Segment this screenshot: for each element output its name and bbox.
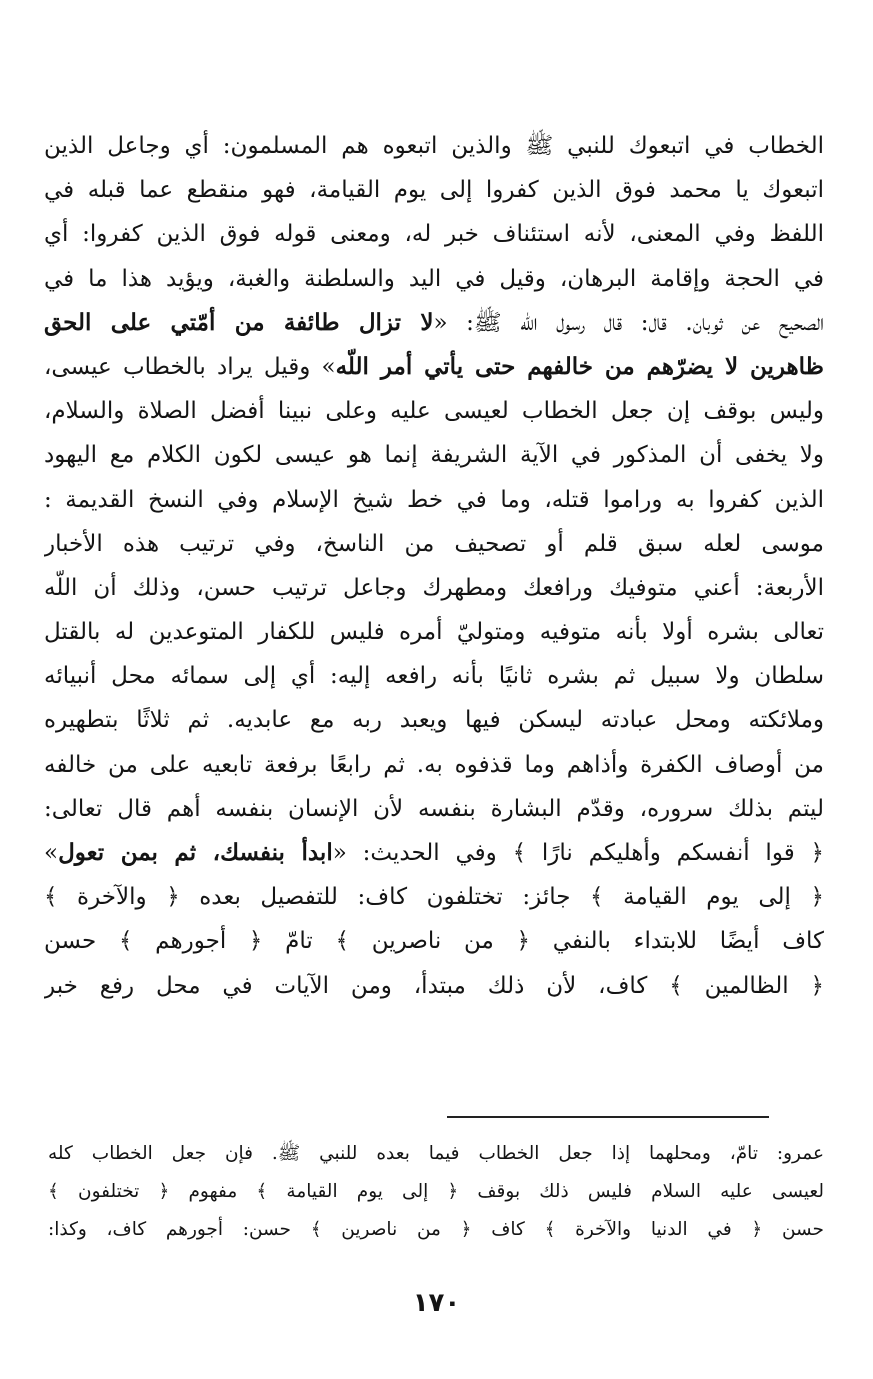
text-segment: الذين كفروا به وراموا قتله، وما في خط شيخ الإسلام وفي النسخ القديمة : [44,486,824,513]
footnote-line: عمرو: تامّ، ومحلهما إذا جعل الخطاب فيما بعده للنبي ﷺ. فإن جعل الخطاب كله [48,1143,824,1164]
text-line [44,212,824,256]
text-line [44,301,824,345]
text-segment: » وقيل يراد بالخطاب عيسى، [44,353,336,380]
text-segment: وملائكته ومحل عبادته ليسكن فيها ويعبد ربه مع عابديه. ثم ثلاثًا بتطهيره [44,707,824,734]
footnote-divider [447,1116,769,1118]
text-line [44,787,824,831]
text-line [44,389,824,433]
text-line [44,168,824,212]
footnote-line: حسن ﴿ في الدنيا والآخرة ﴾ كاف ﴿ من ناصرين ﴾ حسن: أجورهم كاف، وكذا: [48,1219,824,1240]
text-segment: » [44,840,59,866]
main-text-block [44,124,824,1008]
text-segment: ليتم بذلك سروره، وقدّم البشارة بنفسه لأن الإنسان بنفسه أهم قال تعالى: [44,795,824,822]
text-line [44,124,824,168]
text-segment: كاف أيضًا للابتداء بالنفي ﴿ من ناصرين ﴾ تامّ ﴿ أجورهم ﴾ حسن [44,928,824,955]
text-segment: تعالى بشره أولا بأنه متوفيه ومتوليّ أمره فليس للكفار المتوعدين له بالقتل [44,619,824,646]
text-segment: الأربعة: أعني متوفيك ورافعك ومطهرك وجاعل ترتيب حسن، وذلك أن اللّه [44,574,824,601]
hadith-quote: ابدأ بنفسك، ثم بمن تعول [58,839,333,866]
text-segment: ﴿ الظالمين ﴾ كاف، لأن ذلك مبتدأ، ومن الآيات في محل رفع خبر [44,972,824,999]
footnote-line: لعيسى عليه السلام فليس ذلك بوقف ﴿ إلى يوم القيامة ﴾ مفهوم ﴿ تختلفون ﴾ [48,1181,824,1202]
text-line [44,964,824,1008]
text-segment: الخطاب في اتبعوك للنبي ﷺ والذين اتبعوه هم المسلمون: أي وجاعل الذين [44,133,824,159]
text-line [44,654,824,698]
text-line [44,433,824,477]
footnote-block [48,1135,824,1249]
text-segment: ولا يخفى أن المذكور في الآية الشريفة إنما هو عيسى لكون الكلام مع اليهود [44,442,824,469]
text-segment: وليس بوقف إن جعل الخطاب لعيسى عليه وعلى نبينا أفضل الصلاة والسلام، [44,398,824,425]
text-line [44,743,824,787]
text-line [44,919,824,963]
text-segment: من أوصاف الكفرة وأذاهم وما قذفوه به. ثم رابعًا برفعة تابعيه على من خالفه [44,751,824,778]
hadith-quote: لا تزال طائفة من أمّتي على الحق [44,308,434,336]
text-line [44,610,824,654]
text-line [44,698,824,742]
text-line [44,875,824,919]
text-line [44,257,824,301]
text-segment: الصحيح عن ثوبان. قال: قال رسول اللّه ﷺ: « [433,309,824,336]
text-segment: موسى لعله سبق قلم أو تصحيف من الناسخ، وفي ترتيب هذه الأخبار [44,530,824,557]
text-segment: اللفظ وفي المعنى، لأنه استئناف خبر له، ومعنى قوله فوق الذين كفروا: أي [44,221,824,248]
text-segment: سلطان ولا سبيل ثم بشره ثانيًا بأنه رافعه إليه: أي إلى سمائه محل أنبيائه [44,663,824,690]
text-segment: اتبعوك يا محمد فوق الذين كفروا إلى يوم القيامة، فهو منقطع عما قبله في [44,177,824,204]
text-segment: ﴿ قوا أنفسكم وأهليكم نارًا ﴾ وفي الحديث: « [332,840,824,866]
text-line [44,831,824,875]
text-line [44,345,824,389]
text-segment: في الحجة وإقامة البرهان، وقيل في اليد والسلطنة والغبة، ويؤيد هذا ما في [44,265,824,292]
page-number: ١٧٠ [412,1288,461,1318]
text-segment: ﴿ إلى يوم القيامة ﴾ جائز: تختلفون كاف: للتفصيل بعده ﴿ والآخرة ﴾ [44,884,824,911]
text-line [44,566,824,610]
text-line [44,522,824,566]
hadith-quote: ظاهرين لا يضرّهم من خالفهم حتى يأتي أمر اللّه [335,352,824,380]
text-line [44,478,824,522]
